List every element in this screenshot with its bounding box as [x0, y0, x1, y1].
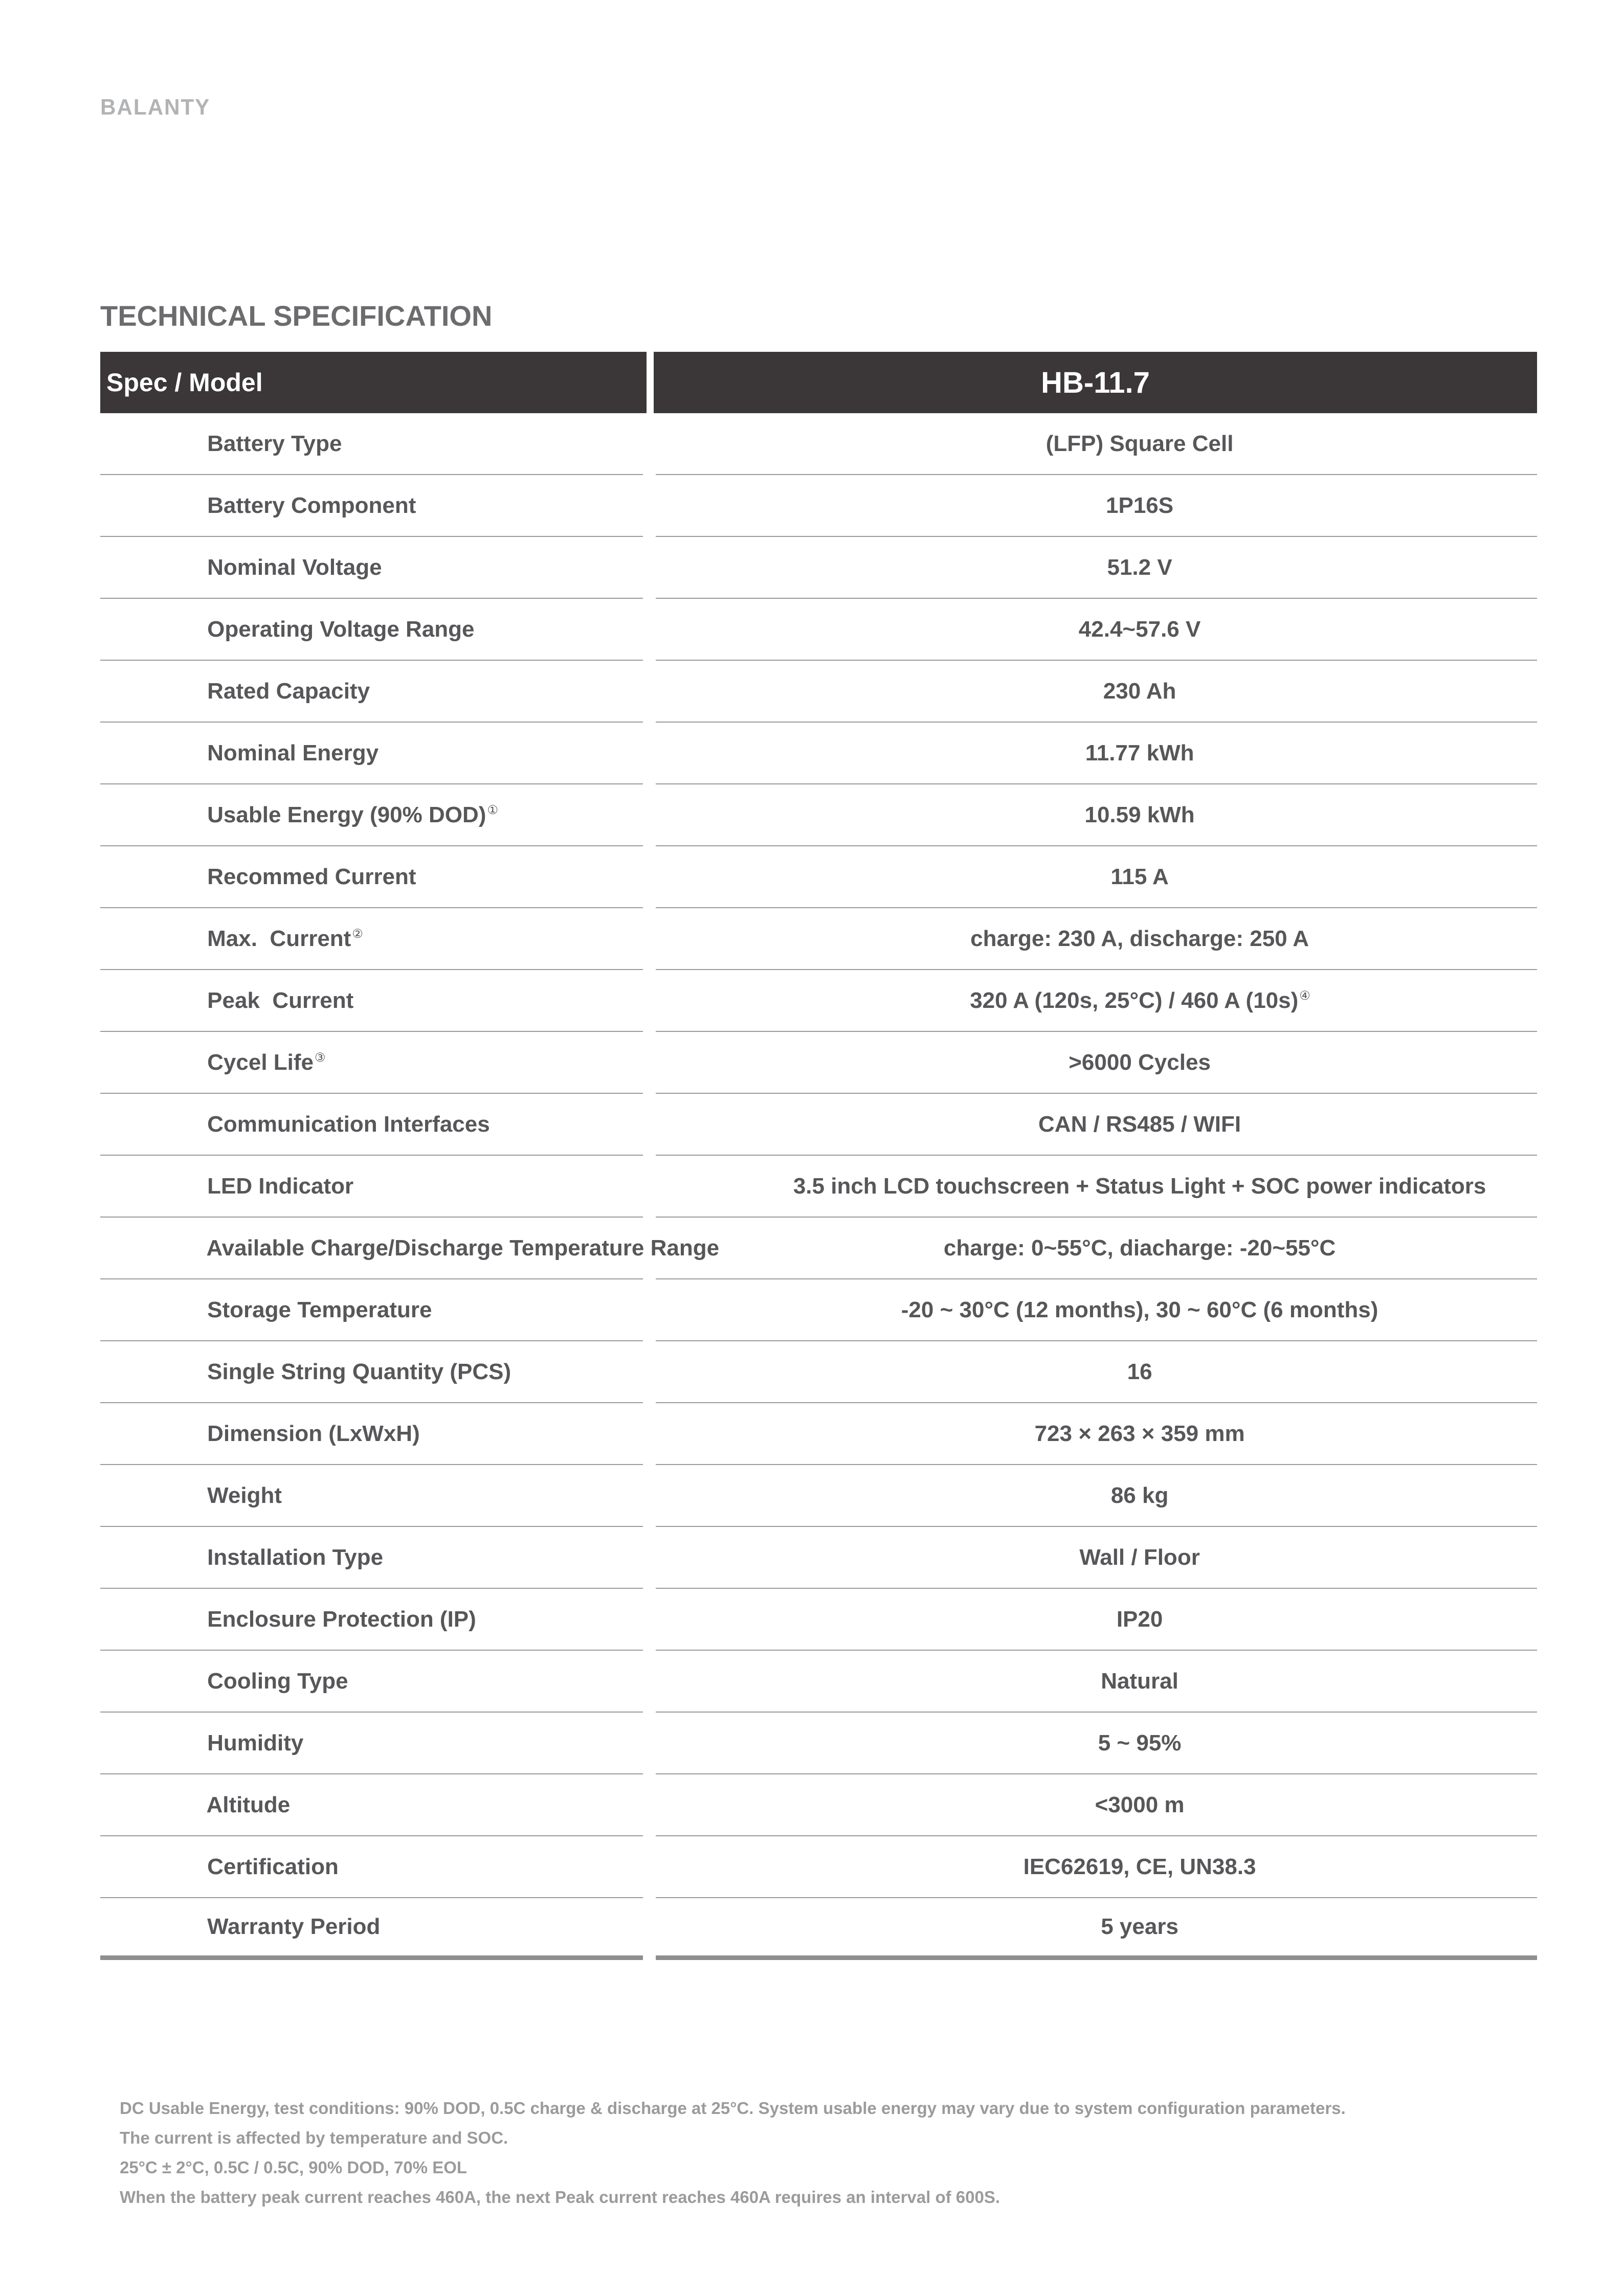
table-row: [100, 1527, 1537, 1589]
column-gap: [643, 1341, 656, 1403]
spec-label: Dimension (LxWxH): [207, 1421, 420, 1446]
spec-label: Recommed Current: [207, 864, 416, 889]
table-row: [100, 413, 1537, 475]
column-gap: [643, 1156, 656, 1218]
table-row: [100, 475, 1537, 537]
spec-label: Humidity: [207, 1730, 304, 1755]
table-row: [100, 1465, 1537, 1527]
column-gap: [643, 784, 656, 846]
spec-label: Cycel Life: [207, 1049, 314, 1075]
spec-label-cell: [100, 1898, 643, 1960]
column-gap: [643, 1836, 656, 1898]
spec-value: <3000 m: [1095, 1792, 1185, 1817]
spec-value-cell: [656, 1218, 1537, 1279]
spec-label: Available Charge/Discharge Temperature Range: [206, 1235, 720, 1260]
footnote-marker: ④: [1299, 988, 1310, 1003]
spec-label-cell: [100, 1713, 643, 1774]
spec-label: Single String Quantity (PCS): [207, 1359, 511, 1384]
spec-value-cell: [656, 1651, 1537, 1713]
table-header-row: [100, 352, 1537, 413]
spec-value-cell: [656, 1156, 1537, 1218]
spec-value: 5 years: [1101, 1914, 1178, 1939]
spec-value-cell: [656, 1713, 1537, 1774]
column-gap: [643, 1651, 656, 1713]
table-row: [100, 1898, 1537, 1960]
spec-value-cell: [656, 475, 1537, 537]
spec-table: [100, 352, 1537, 1960]
spec-value-cell: [656, 1094, 1537, 1156]
spec-value: 42.4~57.6 V: [1078, 616, 1201, 642]
table-row: [100, 784, 1537, 846]
footnotes: [120, 2094, 1346, 2212]
spec-value-cell: [656, 970, 1537, 1032]
spec-value: 5 ~ 95%: [1098, 1730, 1182, 1755]
column-gap: [643, 1527, 656, 1589]
table-row: [100, 723, 1537, 784]
header-model-name-cell: HB-11.7: [654, 352, 1537, 413]
spec-value: Wall / Floor: [1079, 1544, 1200, 1570]
column-gap: [643, 1218, 656, 1279]
spec-label: Communication Interfaces: [207, 1111, 490, 1137]
spec-value: charge: 0~55°C, diacharge: -20~55°C: [943, 1235, 1336, 1260]
spec-label-cell: [100, 784, 643, 846]
spec-label-cell: [100, 1218, 720, 1279]
spec-value-cell: [656, 1898, 1537, 1960]
table-row: [100, 599, 1537, 661]
spec-value: 11.77 kWh: [1085, 740, 1194, 766]
table-row: [100, 1341, 1537, 1403]
column-gap: [643, 1713, 656, 1774]
spec-label-cell: [100, 1279, 643, 1341]
table-row: [100, 1589, 1537, 1651]
spec-value-cell: [656, 723, 1537, 784]
spec-value: IEC62619, CE, UN38.3: [1023, 1854, 1256, 1879]
table-row: [100, 537, 1537, 599]
spec-label-cell: [100, 661, 643, 723]
table-row: [100, 1279, 1537, 1341]
footnote-line: The current is affected by temperature and SOC.: [120, 2128, 508, 2147]
spec-label: Storage Temperature: [207, 1297, 432, 1322]
spec-value-cell: [656, 1403, 1537, 1465]
spec-value: 320 A (120s, 25°C) / 460 A (10s): [970, 987, 1299, 1013]
spec-label-cell: [100, 723, 643, 784]
spec-value-cell: [656, 1527, 1537, 1589]
spec-label: Certification: [207, 1854, 339, 1879]
spec-label: Usable Energy (90% DOD): [207, 802, 486, 827]
spec-label-cell: [100, 1341, 643, 1403]
spec-label-cell: [100, 1465, 643, 1527]
spec-label-cell: [100, 1651, 643, 1713]
table-row: [100, 1403, 1537, 1465]
column-gap: [643, 599, 656, 661]
column-gap: [643, 661, 656, 723]
spec-value: 3.5 inch LCD touchscreen + Status Light + SOC power indicators: [793, 1173, 1486, 1199]
column-gap: [643, 475, 656, 537]
spec-value-cell: [656, 599, 1537, 661]
table-body: [100, 413, 1537, 1960]
spec-value-cell: [656, 908, 1537, 970]
table-row: [100, 1651, 1537, 1713]
spec-label: Warranty Period: [207, 1914, 381, 1939]
spec-value: -20 ~ 30°C (12 months), 30 ~ 60°C (6 months): [901, 1297, 1378, 1322]
column-gap: [643, 908, 656, 970]
spec-label: Rated Capacity: [207, 678, 370, 704]
spec-value-cell: [656, 784, 1537, 846]
column-gap: [643, 970, 656, 1032]
table-row: [100, 661, 1537, 723]
spec-label-cell: [100, 1527, 643, 1589]
spec-label: Nominal Voltage: [207, 554, 382, 580]
column-gap: [643, 1279, 656, 1341]
spec-value: (LFP) Square Cell: [1045, 431, 1234, 456]
footnote-line: When the battery peak current reaches 460A, the next Peak current reaches 460A requires an interval of 600S.: [120, 2188, 1000, 2207]
spec-value-cell: [656, 413, 1537, 475]
spec-label-cell: [100, 1589, 643, 1651]
column-gap: [643, 413, 656, 475]
column-gap: [643, 1589, 656, 1651]
page-title: TECHNICAL SPECIFICATION: [100, 300, 493, 332]
spec-value: 51.2 V: [1107, 554, 1172, 580]
table-row: [100, 1032, 1537, 1094]
spec-label-cell: [100, 475, 643, 537]
spec-value: CAN / RS485 / WIFI: [1038, 1111, 1241, 1137]
spec-label-cell: [100, 846, 643, 908]
footnote-marker: ①: [487, 803, 499, 817]
spec-label: Altitude: [206, 1792, 291, 1817]
spec-label-cell: [100, 599, 643, 661]
spec-label: Installation Type: [207, 1544, 384, 1570]
spec-label: Enclosure Protection (IP): [207, 1606, 476, 1632]
footnote-marker: ③: [315, 1050, 326, 1065]
spec-value: Natural: [1101, 1668, 1178, 1694]
spec-value-cell: [656, 1341, 1537, 1403]
table-row: [100, 1094, 1537, 1156]
header-spec-model-cell: Spec / Model: [100, 352, 647, 413]
table-row: [100, 1774, 1537, 1836]
spec-value-cell: [656, 1774, 1537, 1836]
table-row: [100, 970, 1537, 1032]
brand-logo: BALANTY: [100, 95, 211, 120]
spec-value-cell: [656, 1589, 1537, 1651]
column-gap: [643, 537, 656, 599]
column-gap: [643, 1094, 656, 1156]
spec-label: Max. Current: [207, 926, 351, 951]
table-row: [100, 1218, 1537, 1279]
column-gap: [643, 1898, 656, 1960]
spec-value-cell: [656, 1465, 1537, 1527]
spec-label: Cooling Type: [207, 1668, 348, 1694]
spec-label-cell: [100, 1774, 643, 1836]
spec-label-cell: [100, 1032, 643, 1094]
column-gap: [643, 1774, 656, 1836]
table-row: [100, 908, 1537, 970]
column-gap: [643, 1465, 656, 1527]
column-gap: [643, 1403, 656, 1465]
spec-label: Battery Type: [207, 431, 342, 456]
spec-value: 1P16S: [1106, 492, 1174, 518]
spec-value: 230 Ah: [1103, 678, 1176, 704]
spec-label: Operating Voltage Range: [207, 616, 475, 642]
column-gap: [643, 1032, 656, 1094]
spec-value-cell: [656, 537, 1537, 599]
spec-value-cell: [656, 1032, 1537, 1094]
spec-label-cell: [100, 1403, 643, 1465]
spec-value-cell: [656, 661, 1537, 723]
spec-value-cell: [656, 1279, 1537, 1341]
table-row: [100, 1713, 1537, 1774]
footnote-line: DC Usable Energy, test conditions: 90% DOD, 0.5C charge & discharge at 25°C. System usable energy may vary due to system configuration parameters.: [120, 2099, 1346, 2118]
column-gap: [643, 723, 656, 784]
spec-value: charge: 230 A, discharge: 250 A: [970, 926, 1309, 951]
spec-value: 86 kg: [1110, 1482, 1169, 1508]
spec-value: 723 × 263 × 359 mm: [1034, 1421, 1245, 1446]
spec-value: >6000 Cycles: [1069, 1049, 1211, 1075]
header-column-gap: [647, 352, 654, 413]
spec-label-cell: [100, 1094, 643, 1156]
spec-label-cell: [100, 1156, 643, 1218]
spec-label: LED Indicator: [207, 1173, 354, 1199]
spec-label: Nominal Energy: [207, 740, 379, 766]
spec-label-cell: [100, 970, 643, 1032]
spec-label: Peak Current: [207, 987, 354, 1013]
column-gap: [643, 846, 656, 908]
spec-label-cell: [100, 413, 643, 475]
spec-value: 115 A: [1110, 864, 1169, 889]
spec-value: 10.59 kWh: [1084, 802, 1195, 827]
footnote-line: 25°C ± 2°C, 0.5C / 0.5C, 90% DOD, 70% EOL: [120, 2158, 468, 2177]
footnote-marker: ②: [352, 927, 364, 941]
spec-value: IP20: [1116, 1606, 1163, 1632]
spec-label-cell: [100, 908, 643, 970]
spec-value-cell: [656, 846, 1537, 908]
spec-value: 16: [1127, 1359, 1152, 1384]
table-row: [100, 846, 1537, 908]
spec-label: Weight: [207, 1482, 282, 1508]
spec-label-cell: [100, 537, 643, 599]
spec-label: Battery Component: [207, 492, 416, 518]
table-row: [100, 1156, 1537, 1218]
